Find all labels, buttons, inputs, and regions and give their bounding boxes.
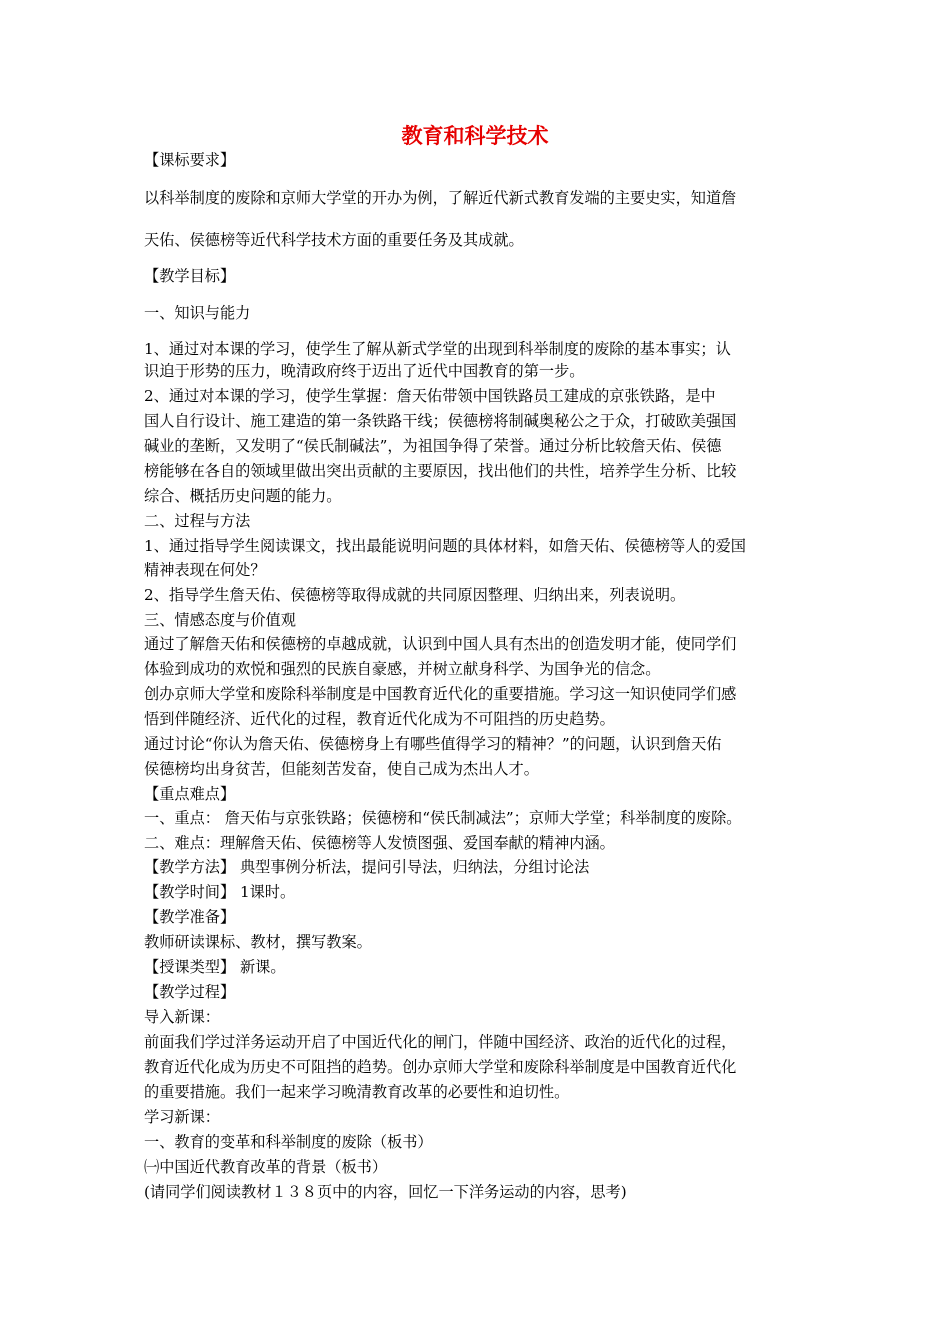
paragraph-line: 精神表现在何处？ [144, 561, 266, 579]
paragraph-line: 1、通过对本课的学习，使学生了解从新式学堂的出现到科举制度的废除的基本事实；认 [144, 340, 731, 358]
paragraph-line: ㈠中国近代教育改革的背景（板书） [144, 1158, 387, 1176]
document-title: 教育和科学技术 [401, 123, 549, 148]
subheading-knowledge: 一、知识与能力 [144, 304, 251, 322]
paragraph-line: 以科举制度的废除和京师大学堂的开办为例，了解近代新式教育发端的主要史实，知道詹 [144, 189, 737, 207]
paragraph-line: 综合、概括历史问题的能力。 [144, 487, 342, 505]
paragraph-line: 教育近代化成为历史不可阻挡的趋势。创办京师大学堂和废除科举制度是中国教育近代化 [144, 1058, 737, 1076]
paragraph-line: 一、重点： 詹天佑与京张铁路；侯德榜和“侯氏制减法”；京师大学堂；科举制度的废除。 [144, 809, 742, 827]
paragraph-line: 悟到伴随经济、近代化的过程，教育近代化成为不可阻挡的历史趋势。 [144, 710, 615, 728]
paragraph-line: 天佑、侯德榜等近代科学技术方面的重要任务及其成就。 [144, 231, 524, 249]
section-heading-key-points: 【重点难点】 [144, 785, 236, 803]
section-heading-preparation: 【教学准备】 [144, 908, 236, 926]
subheading-values: 三、情感态度与价值观 [144, 611, 296, 629]
section-heading-goals: 【教学目标】 [144, 267, 236, 285]
paragraph-line: 榜能够在各自的领域里做出突出贡献的主要原因，找出他们的共性，培养学生分析、比较 [144, 462, 737, 480]
paragraph-line: 通过了解詹天佑和侯德榜的卓越成就，认识到中国人具有杰出的创造发明才能，使同学们 [144, 635, 737, 653]
paragraph-line: 2、通过对本课的学习，使学生掌握：詹天佑带领中国铁路员工建成的京张铁路，是中 [144, 387, 716, 405]
paragraph-line: 碱业的垄断，又发明了“侯氏制碱法”，为祖国争得了荣誉。通过分析比较詹天佑、侯德 [144, 437, 722, 455]
paragraph-line: 一、教育的变革和科举制度的废除（板书） [144, 1133, 433, 1151]
paragraph-line: 的重要措施。我们一起来学习晚清教育改革的必要性和迫切性。 [144, 1083, 570, 1101]
subheading-new-lesson: 学习新课： [144, 1108, 220, 1126]
paragraph-line: 识迫于形势的压力，晚清政府终于迈出了近代中国教育的第一步。 [144, 362, 585, 380]
paragraph-line: 体验到成功的欢悦和强烈的民族自豪感，并树立献身科学、为国争光的信念。 [144, 660, 661, 678]
paragraph-line: 二、难点：理解詹天佑、侯德榜等人发愤图强、爱国奉献的精神内涵。 [144, 834, 615, 852]
paragraph-line: 2、指导学生詹天佑、侯德榜等取得成就的共同原因整理、归纳出来，列表说明。 [144, 586, 686, 604]
paragraph-line: 1、通过指导学生阅读课文，找出最能说明问题的具体材料，如詹天佑、侯德榜等人的爱国 [144, 537, 746, 555]
paragraph-line: 创办京师大学堂和废除科举制度是中国教育近代化的重要措施。学习这一知识使同学们感 [144, 685, 737, 703]
paragraph-line: 国人自行设计、施工建造的第一条铁路干线；侯德榜将制碱奥秘公之于众，打破欧美强国 [144, 412, 737, 430]
subheading-introduction: 导入新课： [144, 1008, 220, 1026]
paragraph-line: 侯德榜均出身贫苦，但能刻苦发奋，使自己成为杰出人才。 [144, 760, 539, 778]
paragraph-line: 通过讨论“你认为詹天佑、侯德榜身上有哪些值得学习的精神？”的问题，认识到詹天佑 [144, 735, 722, 753]
subheading-process: 二、过程与方法 [144, 512, 251, 530]
paragraph-line: 前面我们学过洋务运动开启了中国近代化的闸门，伴随中国经济、政治的近代化的过程， [144, 1033, 737, 1051]
section-heading-procedure: 【教学过程】 [144, 983, 236, 1001]
section-heading-time: 【教学时间】 1课时。 [144, 883, 296, 901]
section-heading-curriculum: 【课标要求】 [144, 151, 236, 169]
section-heading-lesson-type: 【授课类型】 新课。 [144, 958, 286, 976]
section-heading-methods: 【教学方法】 典型事例分析法，提问引导法，归纳法，分组讨论法 [144, 858, 590, 876]
paragraph-line: 教师研读课标、教材，撰写教案。 [144, 933, 372, 951]
paragraph-line: (请同学们阅读教材１３８页中的内容，回忆一下洋务运动的内容，思考) [144, 1183, 627, 1201]
